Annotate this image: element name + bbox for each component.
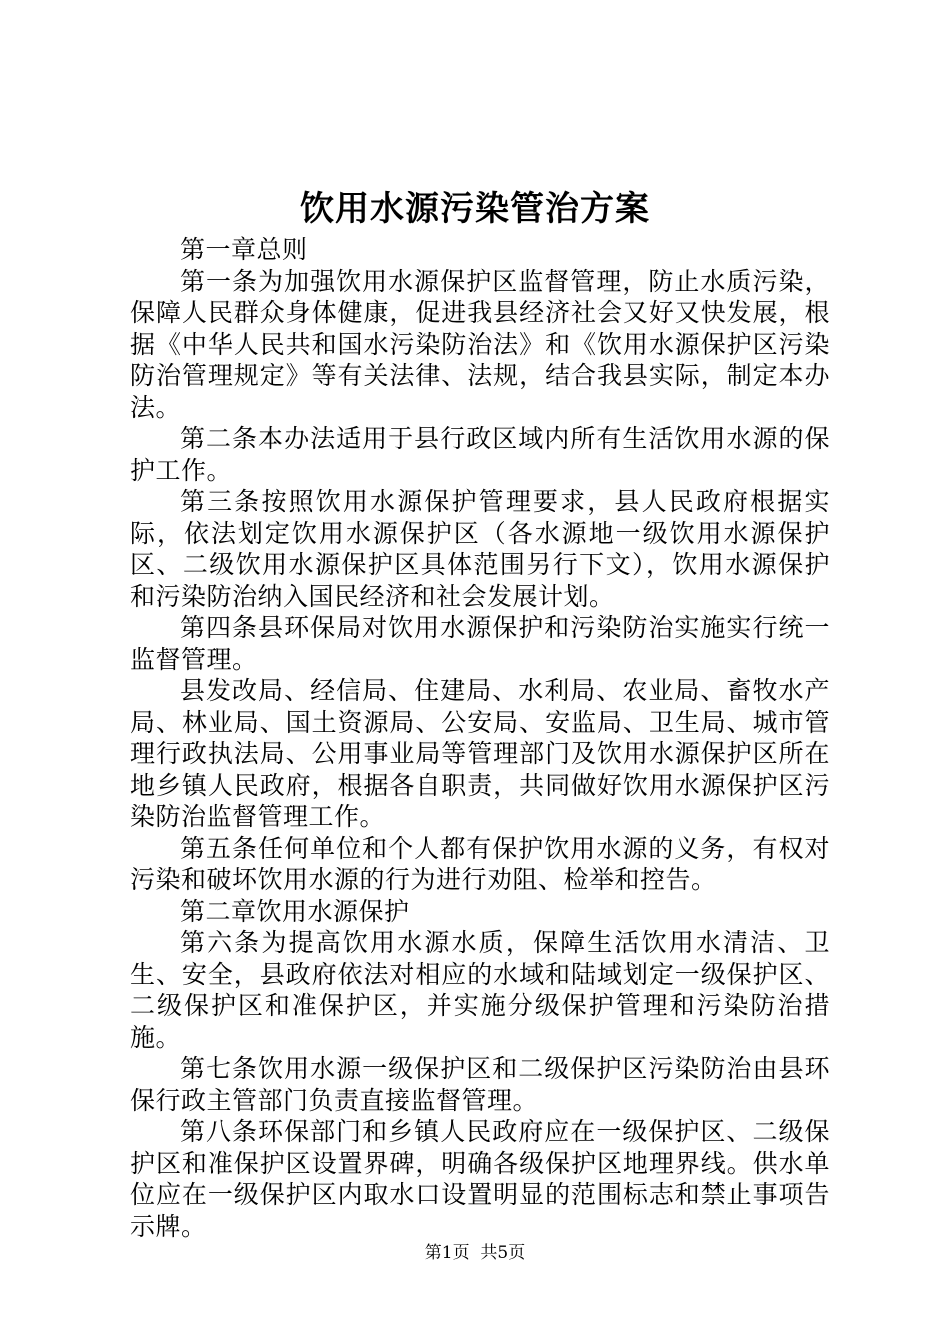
article-paragraph: 第二条本办法适用于县行政区域内所有生活饮用水源的保护工作。 xyxy=(130,424,830,485)
article-paragraph: 第七条饮用水源一级保护区和二级保护区污染防治由县环保行政主管部门负责直接监督管理。 xyxy=(130,1054,830,1115)
article-paragraph: 第一条为加强饮用水源保护区监督管理，防止水质污染，保障人民群众身体健康，促进我县经济社会又好又快发展，根据《中华人民共和国水污染防治法》和《饮用水源保护区污染防治管理规定》等有关法律、法规，结合我县实际，制定本办法。 xyxy=(130,266,830,422)
article-paragraph: 第六条为提高饮用水源水质，保障生活饮用水清洁、卫生、安全，县政府依法对相应的水域和陆域划定一级保护区、二级保护区和准保护区，并实施分级保护管理和污染防治措施。 xyxy=(130,928,830,1052)
article-paragraph: 第四条县环保局对饮用水源保护和污染防治实施实行统一监督管理。 xyxy=(130,613,830,674)
article-paragraph: 第八条环保部门和乡镇人民政府应在一级保护区、二级保护区和准保护区设置界碑，明确各级保护区地理界线。供水单位应在一级保护区内取水口设置明显的范围标志和禁止事项告示牌。 xyxy=(130,1117,830,1241)
article-paragraph: 第五条任何单位和个人都有保护饮用水源的义务，有权对污染和破坏饮用水源的行为进行劝阻、检举和控告。 xyxy=(130,833,830,894)
article-paragraph: 第三条按照饮用水源保护管理要求，县人民政府根据实际，依法划定饮用水源保护区（各水源地一级饮用水源保护区、二级饮用水源保护区具体范围另行下文），饮用水源保护和污染防治纳入国民经济和社会发展计划。 xyxy=(130,487,830,611)
chapter-heading: 第一章总则 xyxy=(180,235,308,264)
chapter-heading: 第二章饮用水源保护 xyxy=(180,896,410,926)
page-total: 共5页 xyxy=(480,1243,526,1263)
document-body xyxy=(130,234,830,1242)
page-number: 第1页 xyxy=(424,1243,470,1263)
document-title: 饮用水源污染管治方案 xyxy=(300,189,650,229)
article-paragraph: 县发改局、经信局、住建局、水利局、农业局、畜牧水产局、林业局、国土资源局、公安局、安监局、卫生局、城市管理行政执法局、公用事业局等管理部门及饮用水源保护区所在地乡镇人民政府，根据各自职责，共同做好饮用水源保护区污染防治监督管理工作。 xyxy=(130,676,830,831)
page-footer xyxy=(0,1241,950,1265)
